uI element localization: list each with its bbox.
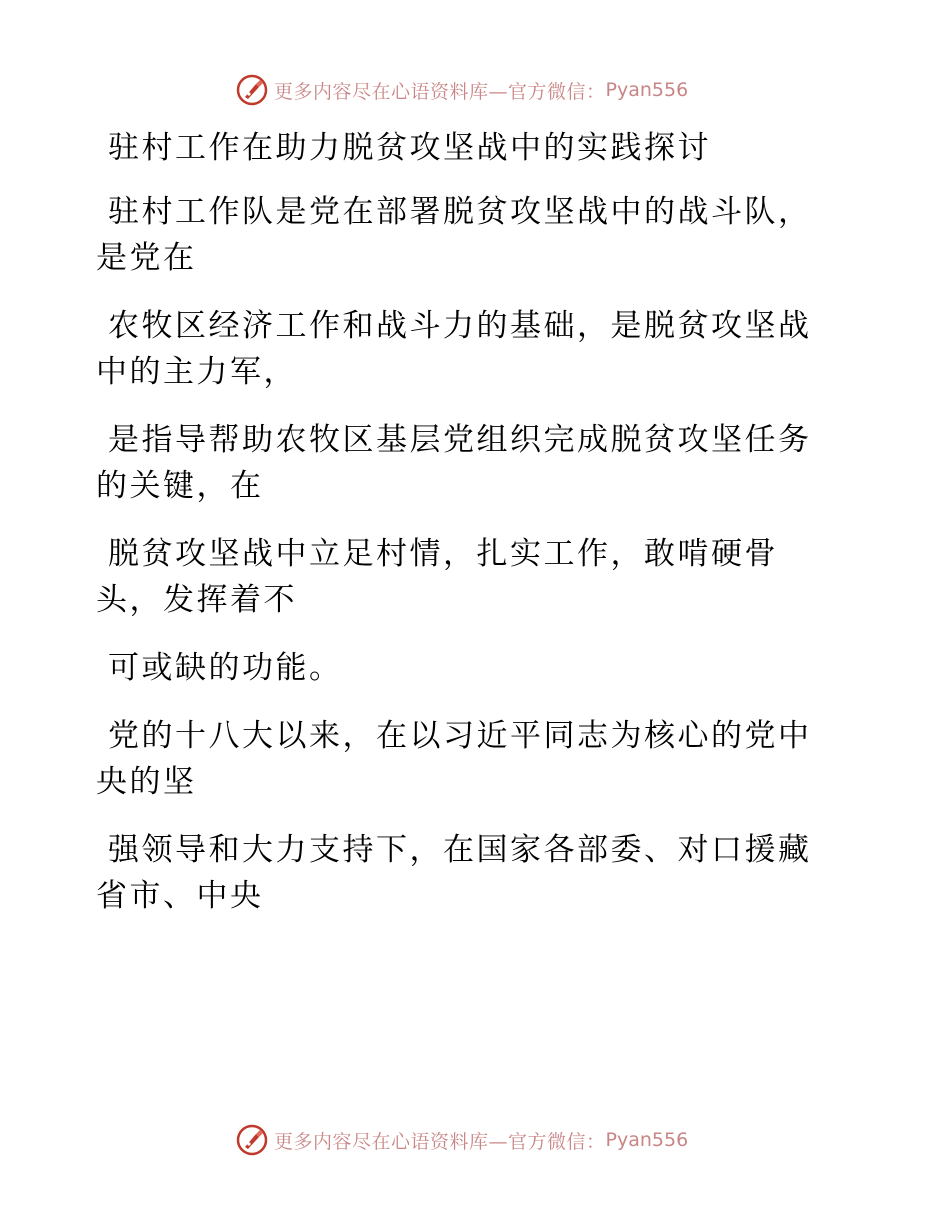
pen-nib-logo-icon [236,1124,268,1156]
paragraph [96,189,836,281]
header-banner [236,72,756,108]
paragraph [96,303,836,395]
header-banner-text: 更多内容尽在心语资料库—官方微信： [274,80,606,103]
paragraph [96,645,836,691]
paragraph-line: 中的主力军， [96,354,297,390]
paragraph-line: 党的十八大以来，在以习近平同志为核心的党中 [108,718,812,754]
paragraph [96,531,836,623]
footer-banner [236,1122,756,1158]
header-contact-id: Pyan556 [605,79,689,101]
paragraph [96,417,836,509]
paragraph-line: 头，发挥着不 [96,582,297,618]
paragraph-line: 强领导和大力支持下，在国家各部委、对口援藏 [108,832,812,868]
paragraph-line: 驻村工作队是党在部署脱贫攻坚战中的战斗队， [108,194,812,230]
paragraph-line: 可或缺的功能。 [108,650,343,686]
document-body [96,125,836,941]
paragraph [96,713,836,805]
footer-banner-text: 更多内容尽在心语资料库—官方微信： [274,1130,606,1153]
document-title: 驻村工作在助力脱贫攻坚战中的实践探讨 [108,130,711,166]
paragraph-line: 农牧区经济工作和战斗力的基础，是脱贫攻坚战 [108,308,812,344]
paragraph-line: 是党在 [96,240,197,276]
pen-nib-logo-icon [236,74,268,106]
paragraph-line: 是指导帮助农牧区基层党组织完成脱贫攻坚任务 [108,422,812,458]
paragraph-line: 省市、中央 [96,878,264,914]
footer-contact-id: Pyan556 [605,1129,689,1151]
paragraph [96,827,836,919]
paragraph-line: 的关键，在 [96,468,264,504]
paragraph-line: 脱贫攻坚战中立足村情，扎实工作，敢啃硬骨 [108,536,778,572]
paragraph-line: 央的坚 [96,764,197,800]
